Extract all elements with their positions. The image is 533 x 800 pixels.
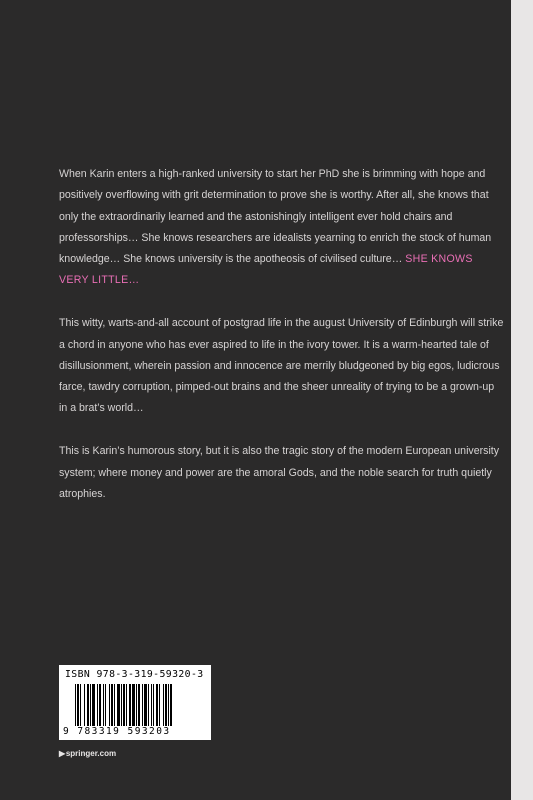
blurb-paragraph-1-text: When Karin enters a high-ranked university to start her PhD she is brimming with hope and positively overflowing with grit determination to prove she is worthy. After all, she knows that only the extraordinarily learned and the astonishingly intelligent ever hold chairs and professorships… She knows researchers are idealists yearning to enrich the stock of human knowledge… She knows university is the apotheosis of civilised culture…: [59, 168, 492, 266]
barcode-bar: [105, 684, 106, 726]
publisher-link[interactable]: [59, 749, 116, 758]
barcode-bar: [132, 684, 135, 726]
barcode-bar: [77, 684, 79, 726]
barcode-bar: [163, 684, 164, 726]
barcode-bar: [99, 684, 101, 726]
barcode-number: 9 783319 593203: [63, 726, 171, 737]
barcode-bar: [151, 684, 152, 726]
isbn-label: ISBN 978-3-319-59320-3: [65, 669, 204, 680]
barcode-bar: [136, 684, 137, 726]
barcode: [59, 665, 211, 740]
barcode-bar: [97, 684, 98, 726]
barcode-bar: [75, 684, 76, 726]
blurb-paragraph-2: This witty, warts-and-all account of postgrad life in the august University of Edinburgh will strike a chord in anyone who has ever aspired to life in the ivory tower. It is a warm-hearted tale of disillusionment, wherein passion and innocence are merrily bludgeoned by big egos, ludicrous farce, tawdry corruption, pimped-out brains and the sheer unreality of trying to be a grown-up in a brat’s world…: [59, 317, 504, 415]
blurb: [59, 164, 505, 505]
barcode-bar: [114, 684, 115, 726]
barcode-bar: [129, 684, 131, 726]
barcode-bar: [165, 684, 167, 726]
blurb-paragraph-3: This is Karin’s humorous story, but it is also the tragic story of the modern European university system; where money and power are the amoral Gods, and the noble search for truth quietly atrophies.: [59, 445, 500, 500]
barcode-bar: [117, 684, 120, 726]
barcode-bar: [92, 684, 95, 726]
barcode-bar: [148, 684, 149, 726]
blurb-highlight: SHE KNOWS VERY LITTLE…: [59, 253, 473, 287]
barcode-bar: [90, 684, 91, 726]
barcode-bar: [170, 684, 172, 726]
barcode-bar: [153, 684, 154, 726]
triangle-icon: ▶: [59, 749, 66, 758]
barcode-bar: [144, 684, 147, 726]
barcode-bars: [75, 684, 197, 726]
barcode-bar: [84, 684, 85, 726]
barcode-bar: [142, 684, 143, 726]
barcode-bar: [111, 684, 113, 726]
barcode-bar: [123, 684, 125, 726]
barcode-bar: [103, 684, 104, 726]
barcode-bar: [126, 684, 127, 726]
barcode-bar: [121, 684, 122, 726]
barcode-bar: [168, 684, 169, 726]
spine-strip: [511, 0, 533, 800]
publisher-url: springer.com: [65, 749, 117, 758]
barcode-bar: [138, 684, 140, 726]
barcode-bar: [156, 684, 158, 726]
barcode-bar: [159, 684, 160, 726]
barcode-bar: [109, 684, 110, 726]
barcode-bar: [87, 684, 89, 726]
barcode-bar: [80, 684, 81, 726]
blurb-paragraph-1: [59, 164, 505, 292]
